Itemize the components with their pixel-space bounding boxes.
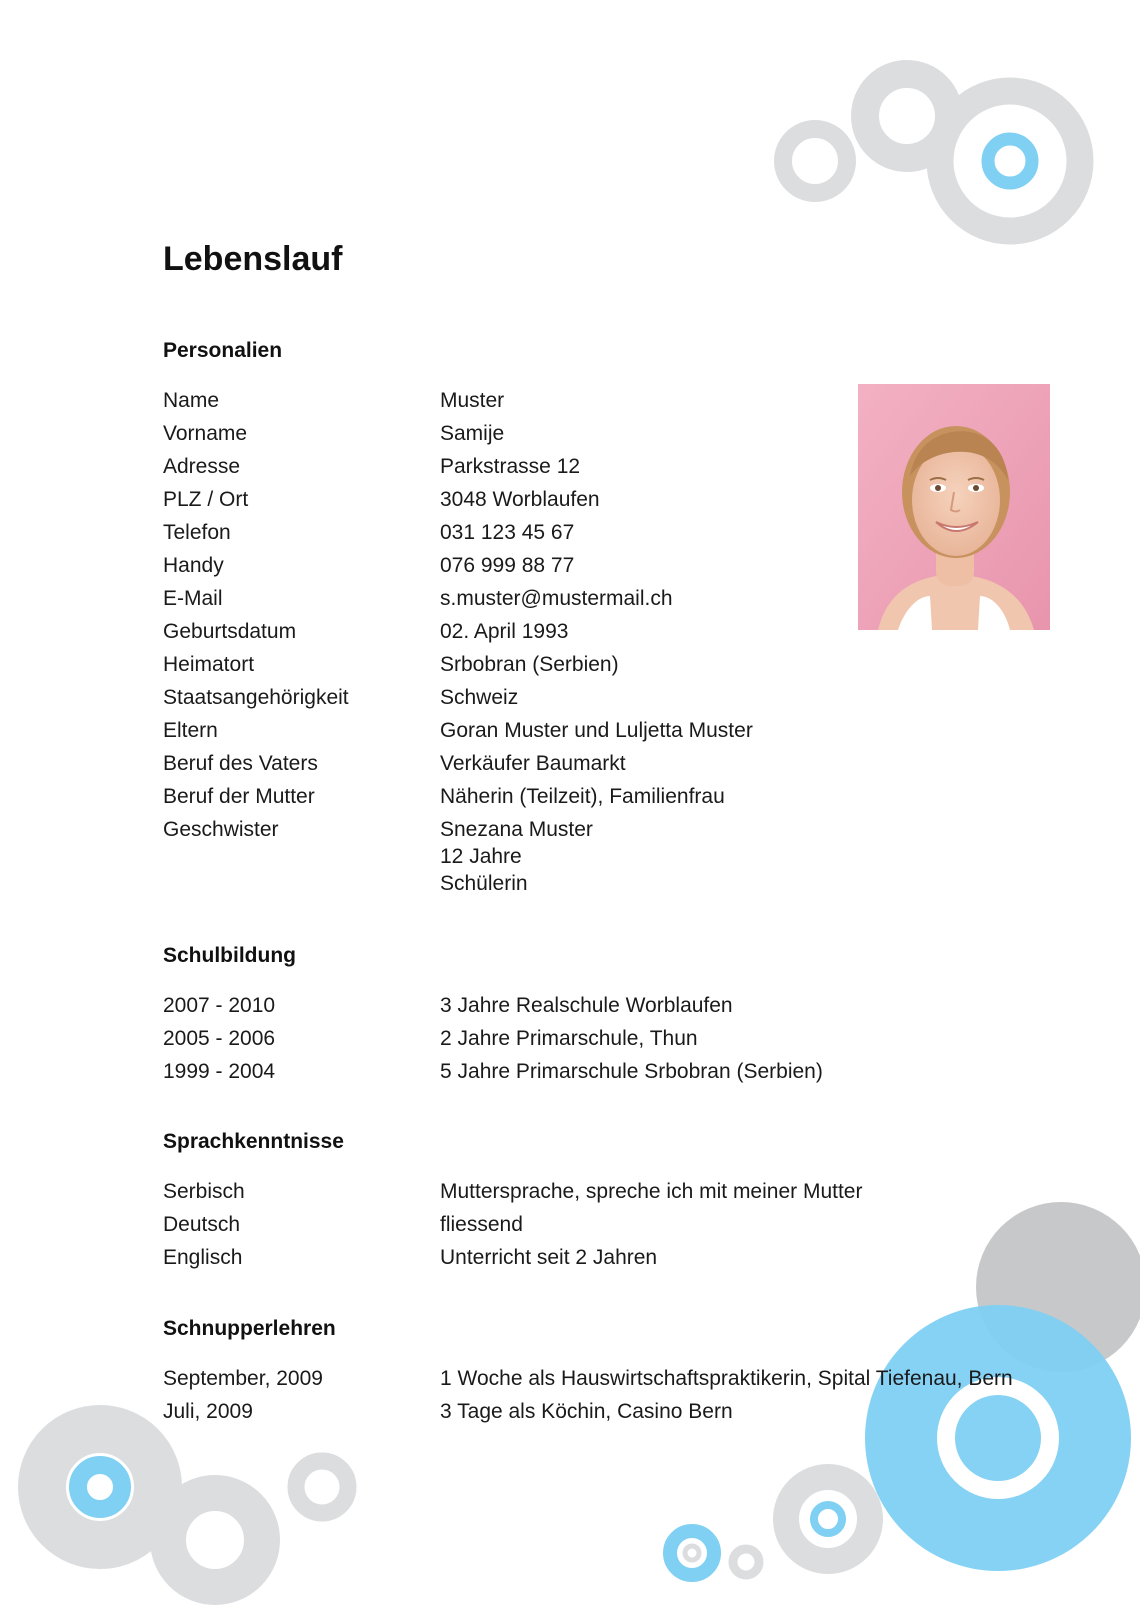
education-description: 5 Jahre Primarschule Srbobran (Serbien) [440, 1060, 823, 1083]
personal-label: Vorname [163, 422, 248, 445]
personal-value: 031 123 45 67 [440, 521, 575, 544]
personal-label: Geschwister [163, 818, 279, 841]
geschwister-line: 12 Jahre [440, 845, 522, 868]
section-heading-schulbildung: Schulbildung [163, 944, 296, 967]
language-level: Unterricht seit 2 Jahren [440, 1246, 658, 1269]
internship-description: 3 Tage als Köchin, Casino Bern [440, 1400, 733, 1423]
personal-label: Telefon [163, 521, 231, 544]
personal-label: Heimatort [163, 653, 255, 676]
internship-date: September, 2009 [163, 1367, 323, 1390]
personal-label: Name [163, 389, 220, 412]
language-name: Englisch [163, 1246, 243, 1269]
internship-date: Juli, 2009 [163, 1400, 253, 1423]
personal-label: Beruf des Vaters [163, 752, 318, 775]
personal-value: Näherin (Teilzeit), Familienfrau [440, 785, 725, 808]
education-description: 2 Jahre Primarschule, Thun [440, 1027, 698, 1050]
language-name: Serbisch [163, 1180, 245, 1203]
personal-value: 076 999 88 77 [440, 554, 575, 577]
personal-label: Eltern [163, 719, 218, 742]
portrait-pupil-left [935, 485, 941, 491]
education-period: 1999 - 2004 [163, 1060, 276, 1083]
portrait-pupil-right [973, 485, 979, 491]
personal-value: Parkstrasse 12 [440, 455, 581, 478]
personal-value: Schweiz [440, 686, 519, 709]
personal-value: Goran Muster und Luljetta Muster [440, 719, 753, 742]
personal-label: Geburtsdatum [163, 620, 297, 643]
language-level: fliessend [440, 1213, 523, 1236]
personal-label: Staatsangehörigkeit [163, 686, 349, 709]
internship-description: 1 Woche als Hauswirtschaftspraktikerin, Spital Tiefenau, Bern [440, 1367, 1013, 1390]
education-description: 3 Jahre Realschule Worblaufen [440, 994, 733, 1017]
geschwister-line: Snezana Muster [440, 818, 593, 841]
portrait-photo [858, 384, 1050, 630]
education-period: 2007 - 2010 [163, 994, 276, 1017]
language-level: Muttersprache, spreche ich mit meiner Mutter [440, 1180, 863, 1203]
section-heading-personalien: Personalien [163, 339, 283, 362]
personal-label: Handy [163, 554, 224, 577]
education-period: 2005 - 2006 [163, 1027, 276, 1050]
section-heading-sprachkenntnisse: Sprachkenntnisse [163, 1130, 344, 1153]
personal-label: Beruf der Mutter [163, 785, 315, 808]
document-title: Lebenslauf [163, 240, 343, 278]
personal-label: Adresse [163, 455, 241, 478]
email-value: s.muster@mustermail.ch [440, 587, 673, 610]
personal-value: Muster [440, 389, 505, 412]
portrait-illustration [858, 384, 1050, 630]
personal-value: Srbobran (Serbien) [440, 653, 619, 676]
personal-value: 02. April 1993 [440, 620, 569, 643]
section-heading-schnupperlehren: Schnupperlehren [163, 1317, 336, 1340]
personal-label: PLZ / Ort [163, 488, 249, 511]
personal-value: 3048 Worblaufen [440, 488, 600, 511]
personal-value: Samije [440, 422, 505, 445]
personal-value: Verkäufer Baumarkt [440, 752, 626, 775]
personal-label: E-Mail [163, 587, 223, 610]
geschwister-line: Schülerin [440, 872, 528, 895]
language-name: Deutsch [163, 1213, 241, 1236]
